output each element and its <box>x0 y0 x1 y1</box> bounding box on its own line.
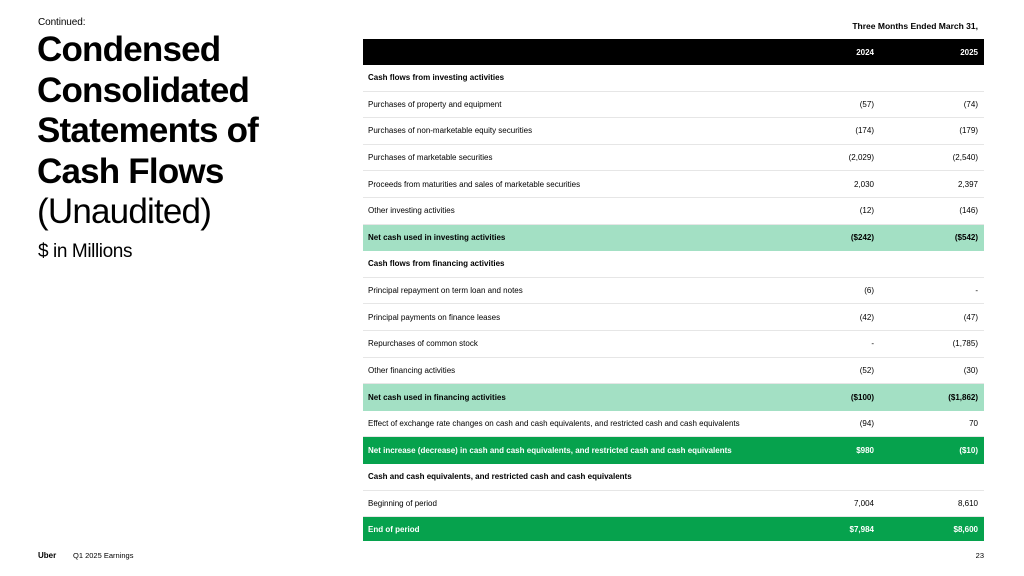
value-2025: ($1,862) <box>948 392 978 402</box>
title-line: Cash Flows <box>37 151 224 191</box>
value-2024: 2,030 <box>853 179 874 189</box>
row-label: Principal payments on finance leases <box>368 312 501 322</box>
row-label: Cash flows from investing activities <box>368 73 505 83</box>
value-2024: (12) <box>859 206 874 216</box>
page-title <box>37 30 337 233</box>
units-subtitle: $ in Millions <box>38 241 133 262</box>
value-2025: (146) <box>959 206 978 216</box>
period-header: Three Months Ended March 31, <box>852 21 978 31</box>
table-row-item <box>363 145 984 172</box>
footer-report-name: Q1 2025 Earnings <box>73 551 134 560</box>
table-row-section <box>363 464 984 491</box>
value-2024: (2,029) <box>848 153 874 163</box>
value-2024: ($100) <box>850 392 874 402</box>
continued-label: Continued: <box>38 17 86 28</box>
title-line: Consolidated <box>37 70 250 110</box>
table-row-subtotal <box>363 225 984 252</box>
column-header-2025: 2025 <box>960 47 978 57</box>
title-unaudited: (Unaudited) <box>37 192 212 231</box>
row-label: Purchases of property and equipment <box>368 99 502 109</box>
value-2025: 70 <box>969 419 978 429</box>
table-row-item <box>363 304 984 331</box>
row-label: Proceeds from maturities and sales of marketable securities <box>368 179 581 189</box>
value-2024: (6) <box>864 286 874 296</box>
value-2024: $980 <box>856 446 874 456</box>
row-label: Beginning of period <box>368 498 437 508</box>
table-row-item <box>363 118 984 145</box>
title-line: Condensed <box>37 30 221 69</box>
value-2025: (47) <box>963 312 978 322</box>
table-row-item <box>363 491 984 518</box>
table-row-total <box>363 437 984 464</box>
value-2025: (30) <box>963 365 978 375</box>
value-2025: 8,610 <box>957 498 978 508</box>
table-row-item <box>363 358 984 385</box>
value-2025: (1,785) <box>952 339 978 349</box>
table-row-subtotal <box>363 384 984 411</box>
row-label: Net increase (decrease) in cash and cash equivalents, and restricted cash and cash equivalents <box>368 446 732 456</box>
table-row-item <box>363 198 984 225</box>
value-2024: - <box>871 339 874 349</box>
value-2024: ($242) <box>850 233 874 243</box>
value-2025: 2,397 <box>957 179 978 189</box>
value-2025: (2,540) <box>952 153 978 163</box>
value-2024: (94) <box>859 419 874 429</box>
column-header-2024: 2024 <box>856 47 874 57</box>
value-2024: $7,984 <box>849 524 874 534</box>
row-label: Purchases of non-marketable equity securities <box>368 126 533 136</box>
value-2024: 7,004 <box>853 498 874 508</box>
value-2024: (57) <box>859 99 874 109</box>
row-label: Other financing activities <box>368 365 456 375</box>
row-label: Purchases of marketable securities <box>368 153 493 163</box>
value-2024: (52) <box>859 365 874 375</box>
value-2024: (174) <box>855 126 874 136</box>
table-row-item <box>363 278 984 305</box>
row-label: Net cash used in financing activities <box>368 392 506 402</box>
row-label: Cash flows from financing activities <box>368 259 505 269</box>
page-number: 23 <box>975 551 984 560</box>
table-row-item <box>363 411 984 438</box>
value-2024: (42) <box>859 312 874 322</box>
value-2025: (179) <box>959 126 978 136</box>
cash-flow-table <box>363 39 984 541</box>
row-label: Repurchases of common stock <box>368 339 478 349</box>
row-label: Net cash used in investing activities <box>368 233 506 243</box>
value-2025: ($542) <box>954 233 978 243</box>
value-2025: ($10) <box>959 446 978 456</box>
table-row-section <box>363 65 984 92</box>
table-row-item <box>363 331 984 358</box>
row-label: Principal repayment on term loan and notes <box>368 286 523 296</box>
footer-brand-logo: Uber <box>38 551 57 560</box>
value-2025: - <box>975 286 978 296</box>
table-row-item <box>363 92 984 119</box>
row-label: Effect of exchange rate changes on cash and cash equivalents, and restricted cash and cash equivalents <box>368 419 740 429</box>
value-2025: (74) <box>963 99 978 109</box>
value-2025: $8,600 <box>953 524 978 534</box>
row-label: Other investing activities <box>368 206 455 216</box>
table-row-section <box>363 251 984 278</box>
row-label: End of period <box>368 524 420 534</box>
title-line: Statements of <box>37 111 259 150</box>
table-header-row <box>363 39 984 65</box>
table-row-item <box>363 171 984 198</box>
row-label: Cash and cash equivalents, and restricted cash and cash equivalents <box>368 472 632 482</box>
table-row-total <box>363 517 984 541</box>
